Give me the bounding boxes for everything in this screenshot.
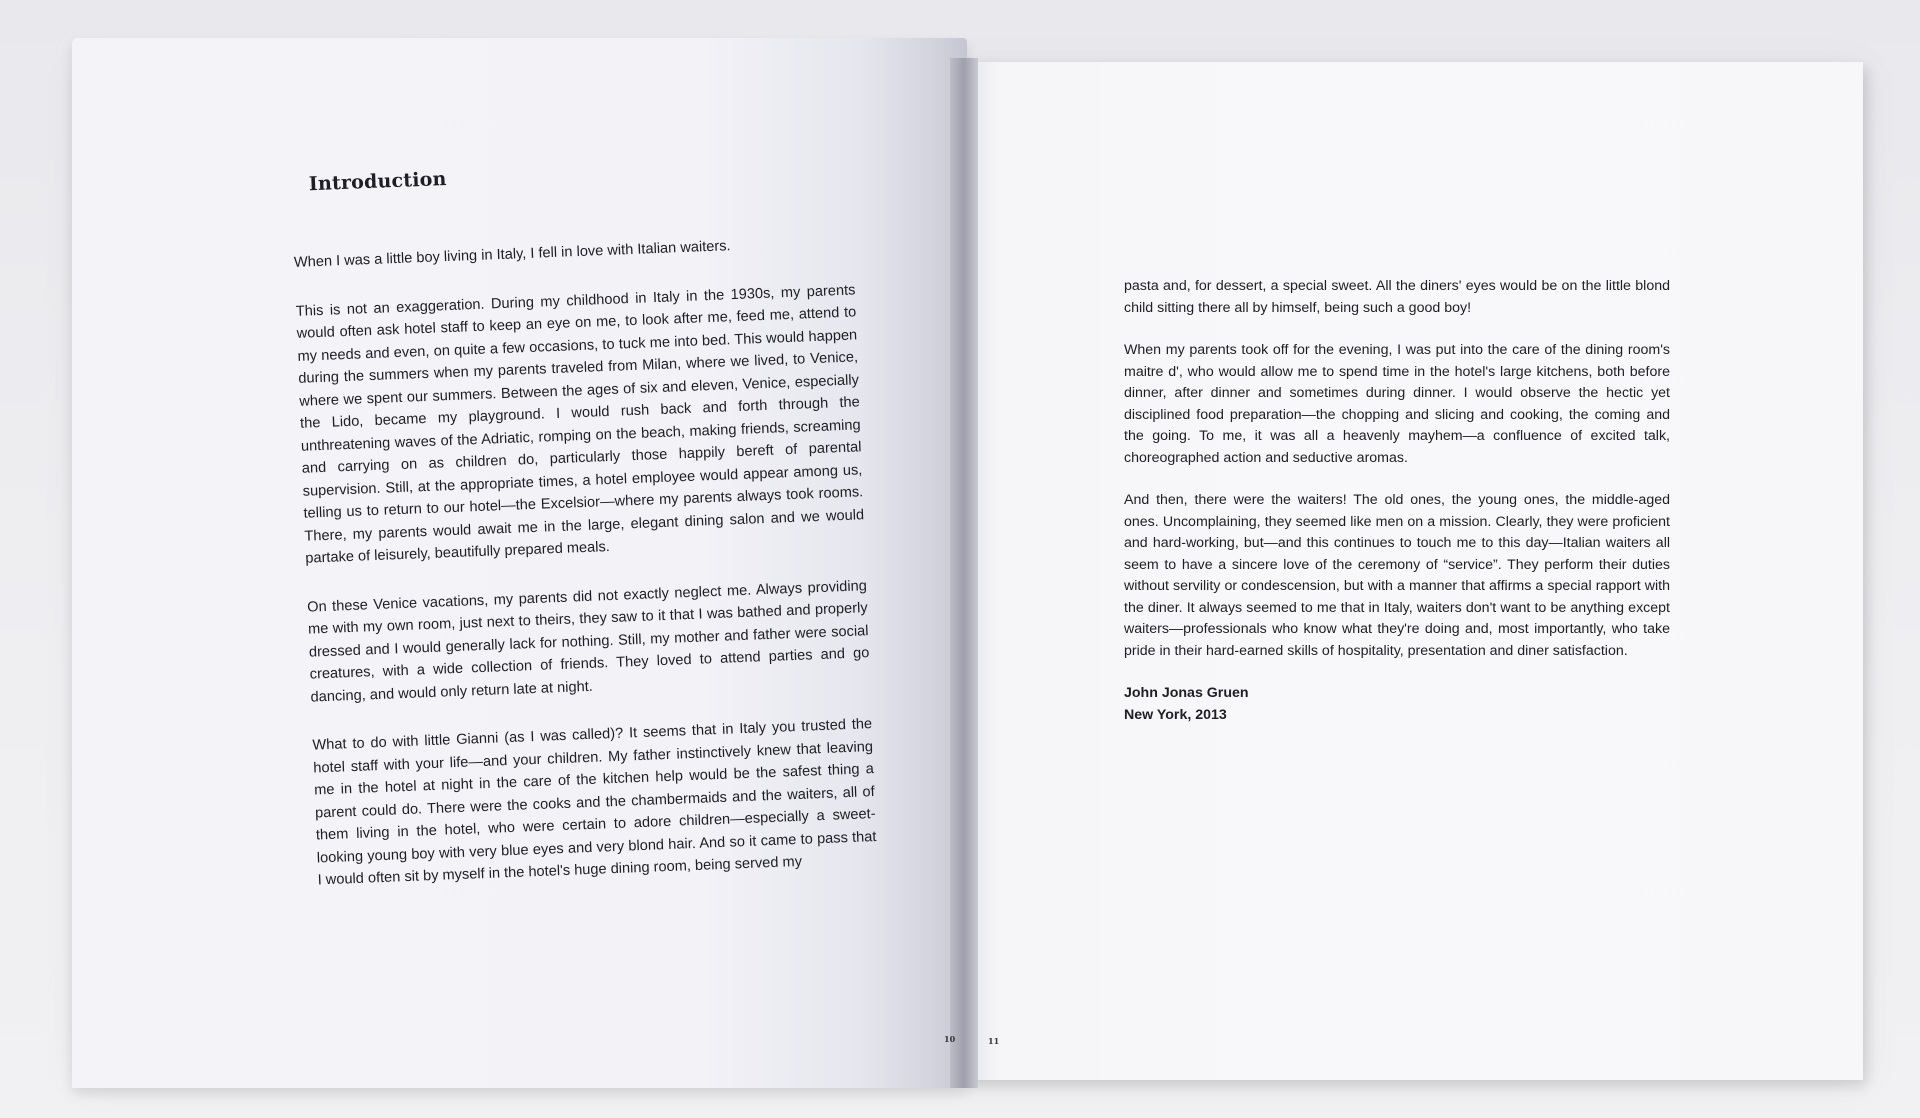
right-page-text [1124, 276, 1670, 726]
signature-place: New York, 2013 [1124, 706, 1227, 723]
signature-name: John Jonas Gruen [1124, 685, 1249, 701]
chapter-heading: Introduction [308, 168, 447, 196]
right-page-number: 11 [988, 1036, 1000, 1046]
paragraph: This is not an exaggeration. During my childhood in Italy in the 1930s, my parents would often ask hotel staff to keep an eye on me, to look after me, feed me, attend to my needs and even, on quite a few occasions, to tuck me into bed. This would happen during the summers when my parents traveled from Milan, where we lived, to Venice, where we spent our summers. Between the ages of six and eleven, Venice, especially the Lido, became my playground. I would rush back and forth through the unthreatening waves of the Adriatic, romping on the beach, making friends, screaming and carrying on as children do, particularly those happily bereft of parental supervision. Still, at the appropriate times, a hotel employee would appear among us, telling us to return to our hotel—the Excelsior—where my parents always took rooms. There, my parents would await me in the large, elegant dining salon and we would partake of leisurely, beautifully prepared meals. [295, 281, 865, 567]
paragraph: pasta and, for dessert, a special sweet. All the diners' eyes would be on the little blond child sitting there all by himself, being such a good boy! [1124, 278, 1670, 316]
paragraph: When my parents took off for the evening, I was put into the care of the dining room's maitre d', who would allow me to spend time in the hotel's large kitchens, both before dinner, after dinner and sometimes during dinner. I would observe the hectic yet disciplined food preparation—the chopping and slicing and cooking, the coming and the going. To me, it was all a heavenly mayhem—a confluence of excited talk, choreographed action and seductive aromas. [1124, 342, 1670, 466]
paragraph: And then, there were the waiters! The old ones, the young ones, the middle-aged ones. Uncomplaining, they seemed like men on a mission. Clearly, they were proficient and hard-working, but—and this continues to touch me to this day—Italian waiters all seem to have a sincere love of the ceremony of “service”. They perform their duties without servility or condescension, but with a manner that affirms a special rapport with the diner. It always seemed to me that in Italy, waiters don't want to be anything except waiters—professionals who know what they're doing and, most importantly, who take pride in their hard-earned skills of hospitality, presentation and diner satisfaction. [1124, 492, 1670, 659]
left-page-text [290, 139, 879, 918]
paragraph: When I was a little boy living in Italy, I fell in love with Italian waiters. [293, 238, 731, 271]
paragraph: What to do with little Gianni (as I was called)? It seems that in Italy you trusted the hotel staff with your life—and your children. My father instinctively knew that leaving me in the hotel at night in the care of the kitchen help would be the safest thing a parent could do. There were the cooks and the chambermaids and the waiters, all of them living in the hotel, who were certain to adore children—especially a sweet-looking young boy with very blue eyes and very blond hair. And so it came to pass that I would often sit by myself in the hotel's huge dining room, being served my [312, 716, 877, 889]
paragraph: On these Venice vacations, my parents did not exactly neglect me. Always providing me with my own room, just next to theirs, they saw to it that I was bathed and properly dressed and I would generally lack for nothing. Still, my mother and father were social creatures, with a wide collection of friends. They loved to attend parties and go dancing, and would only return late at night. [306, 577, 870, 706]
book-spine [950, 58, 978, 1088]
left-page-number: 10 [944, 1034, 956, 1044]
